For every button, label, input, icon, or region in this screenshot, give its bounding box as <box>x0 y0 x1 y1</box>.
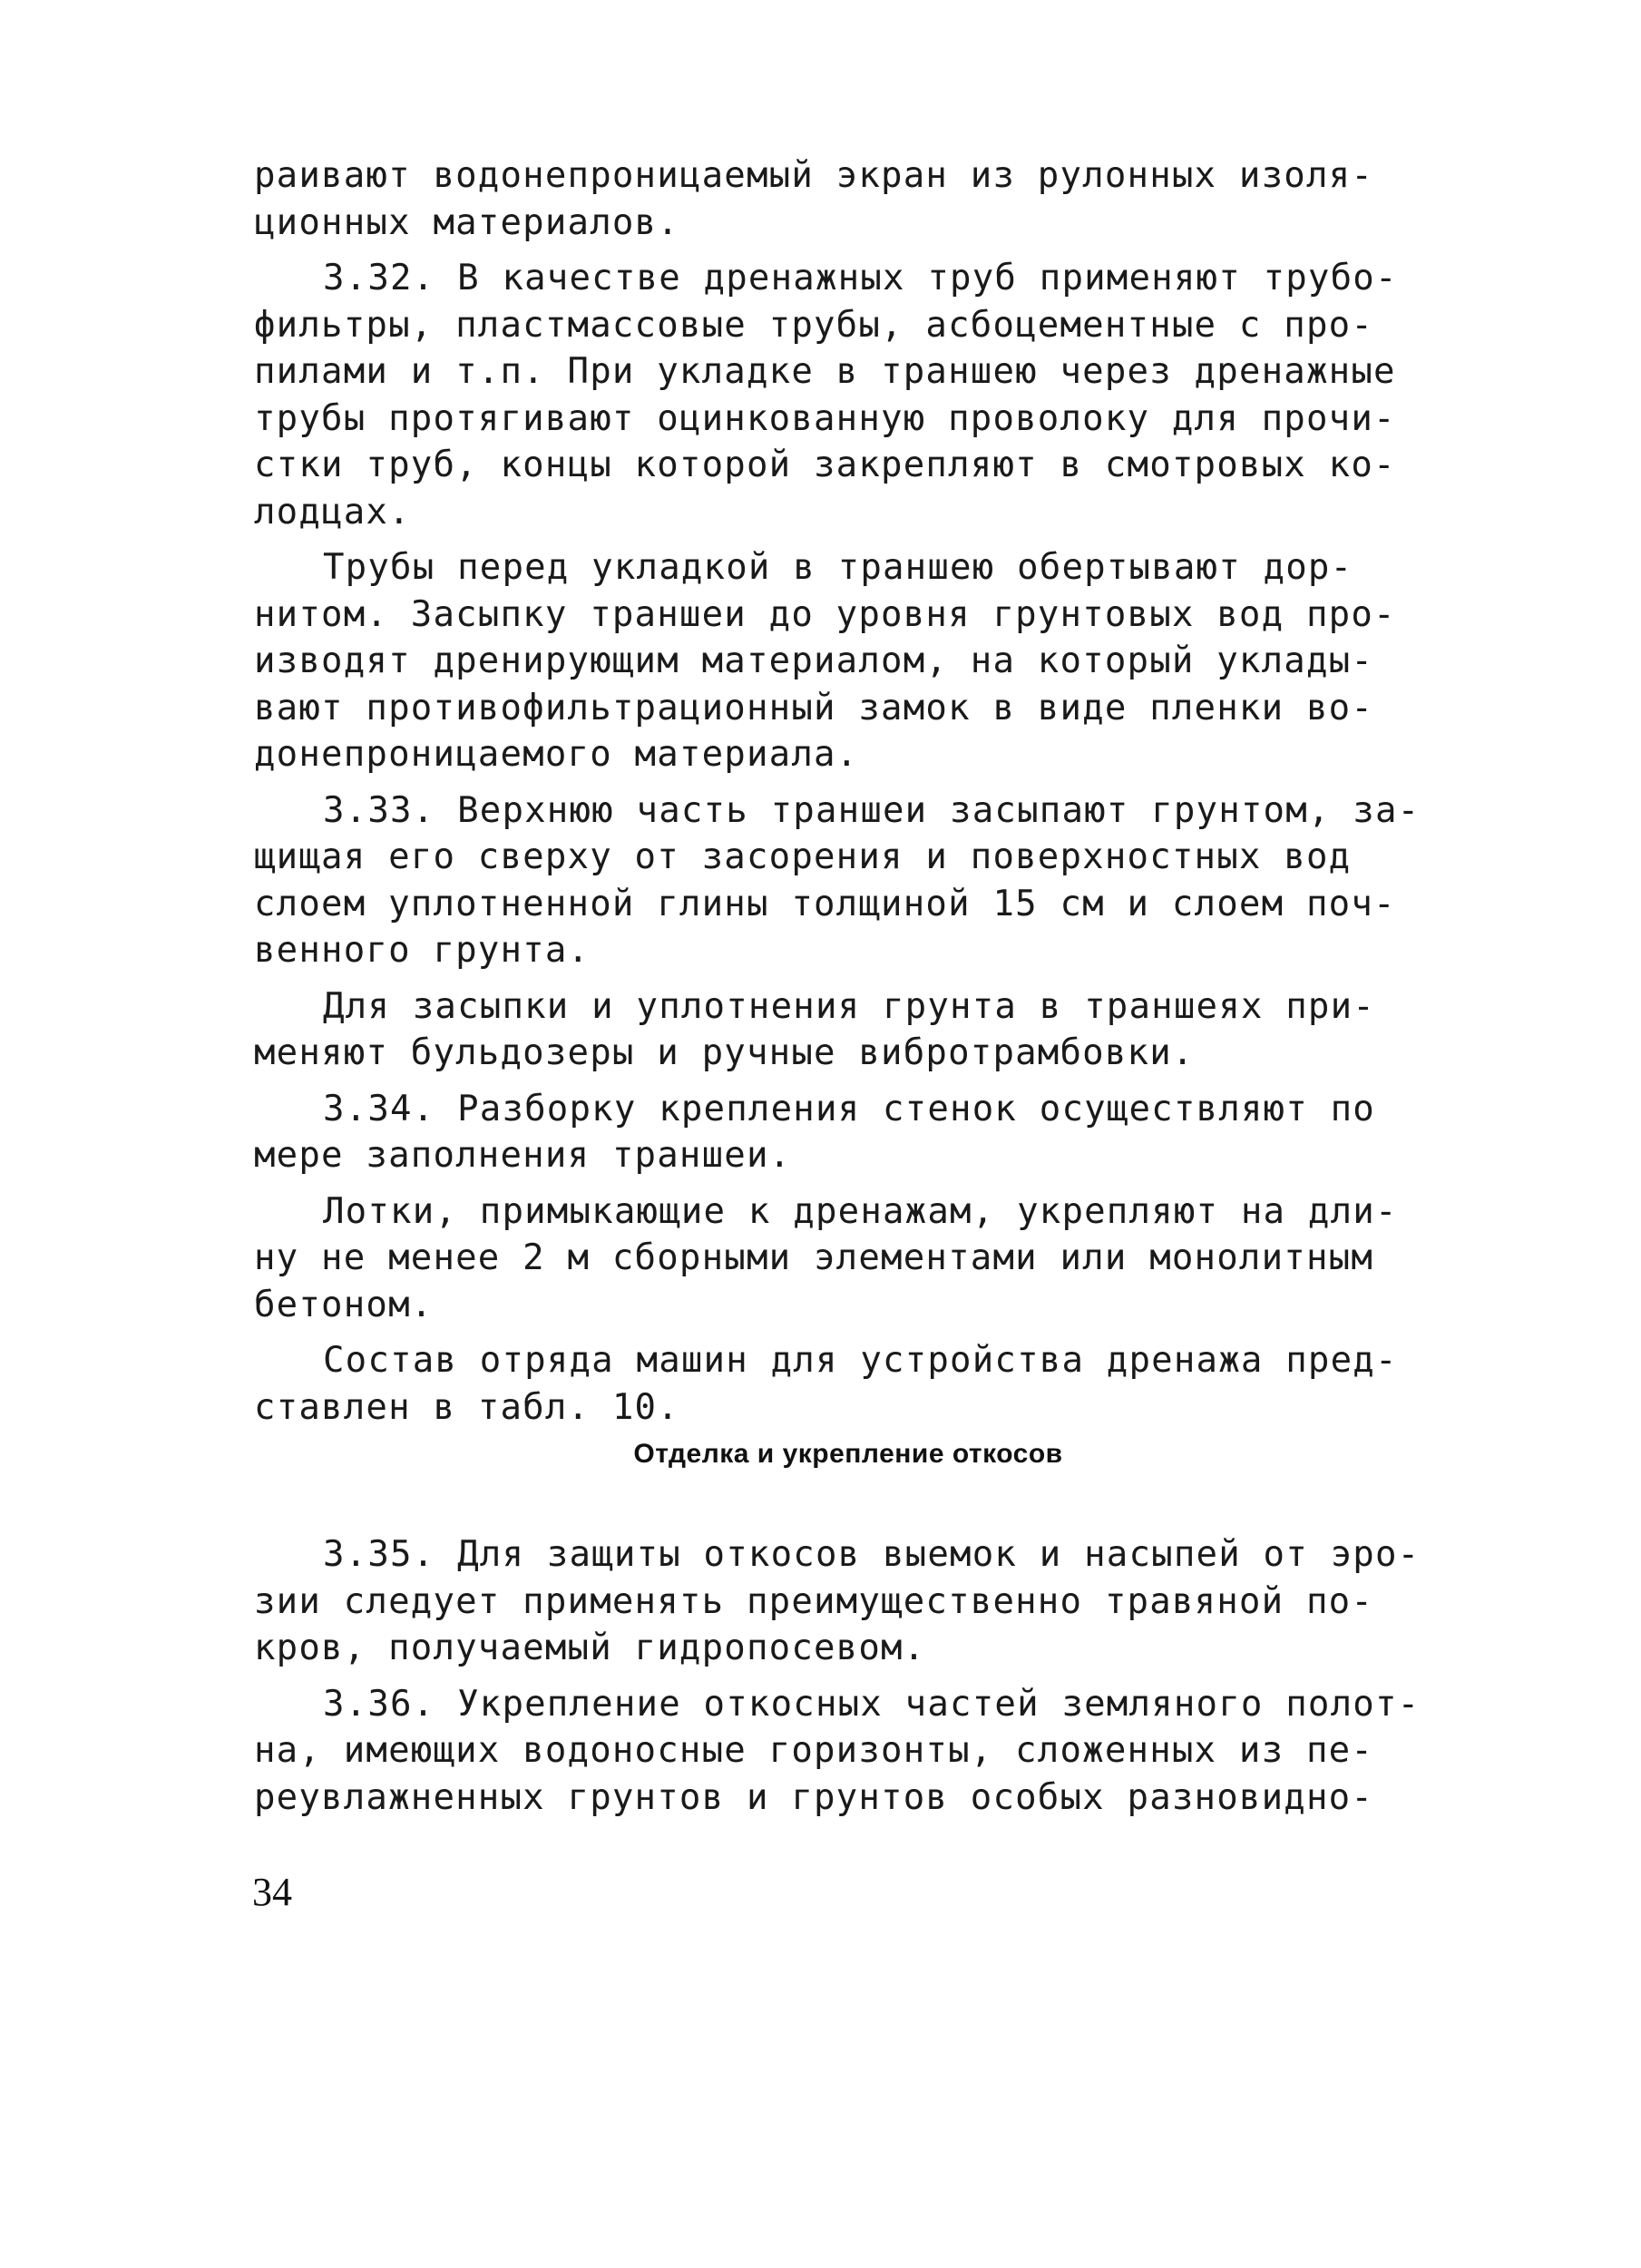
text-line: Состав отряда машин для устройства дренажа пред- <box>323 1340 1398 1381</box>
text-line: меняют бульдозеры и ручные вибротрамбовки. <box>254 1032 1195 1073</box>
text-line: нитом. Засыпку траншеи до уровня грунтовых вод про- <box>254 593 1396 635</box>
paragraph-gap <box>254 535 1442 544</box>
text-line: бетоном. <box>254 1284 434 1325</box>
text-line: венного грунта. <box>254 930 591 971</box>
text-line: фильтры, пластмассовые трубы, асбоцементные с про- <box>254 304 1373 346</box>
text-line: Для засыпки и уплотнения грунта в траншеях при- <box>323 985 1375 1027</box>
text-line: 3.36. Укрепление откосных частей земляного полот- <box>323 1683 1421 1725</box>
text-line: трубы протягивают оцинкованную проволоку для прочи- <box>254 397 1396 439</box>
text-line: мере заполнения траншеи. <box>254 1135 792 1176</box>
text-line: кров, получаемый гидропосевом. <box>254 1628 926 1668</box>
text-line: пилами и т.п. При укладке в траншею через дренажные <box>254 351 1396 392</box>
page-number: 34 <box>252 1870 292 1914</box>
body-text-lower <box>254 1531 1442 1821</box>
text-line: на, имеющих водоносные горизонты, сложенных из пе- <box>254 1730 1373 1771</box>
text-line: ставлен в табл. 10. <box>254 1386 679 1428</box>
text-line: лодцах. <box>254 491 411 533</box>
paragraph-gap <box>254 1328 1442 1337</box>
paragraph-gap <box>254 1179 1442 1188</box>
text-line: 3.32. В качестве дренажных труб применяют трубо- <box>323 258 1398 298</box>
section-heading: Отделка и укрепление откосов <box>633 1439 1063 1469</box>
text-line: реувлажненных грунтов и грунтов особых разновидно- <box>254 1776 1373 1818</box>
text-line: 3.33. Верхнюю часть траншеи засыпают грунтом, за- <box>323 789 1421 831</box>
text-line: зии следует применять преимущественно травяной по- <box>254 1580 1373 1622</box>
text-line: раивают водонепроницаемый экран из рулонных изоля- <box>254 155 1373 196</box>
text-line: ну не менее 2 м сборными элементами или монолитным <box>254 1237 1373 1278</box>
text-line: донепроницаемого материала. <box>254 734 859 775</box>
paragraph-gap <box>254 1077 1442 1086</box>
paragraph-gap <box>254 778 1442 787</box>
text-line: изводят дренирующим материалом, на который уклады- <box>254 640 1373 681</box>
text-line: щищая его сверху от засорения и поверхностных вод <box>254 836 1352 877</box>
text-line: слоем уплотненной глины толщиной 15 см и слоем поч- <box>254 883 1396 924</box>
body-text-upper <box>254 152 1442 1431</box>
paragraph-gap <box>254 1672 1442 1681</box>
paragraph-gap <box>254 246 1442 255</box>
paragraph-gap <box>254 974 1442 983</box>
text-line: стки труб, концы которой закрепляют в смотровых ко- <box>254 445 1396 485</box>
text-line: 3.35. Для защиты откосов выемок и насыпей от эро- <box>323 1534 1421 1575</box>
text-line: 3.34. Разборку крепления стенок осуществляют по <box>323 1088 1375 1129</box>
text-line: вают противофильтрационный замок в виде пленки во- <box>254 687 1373 728</box>
text-line: Трубы перед укладкой в траншею обертывают дор- <box>323 547 1353 588</box>
text-line: Лотки, примыкающие к дренажам, укрепляют на дли- <box>323 1190 1398 1232</box>
text-line: ционных материалов. <box>254 201 679 243</box>
